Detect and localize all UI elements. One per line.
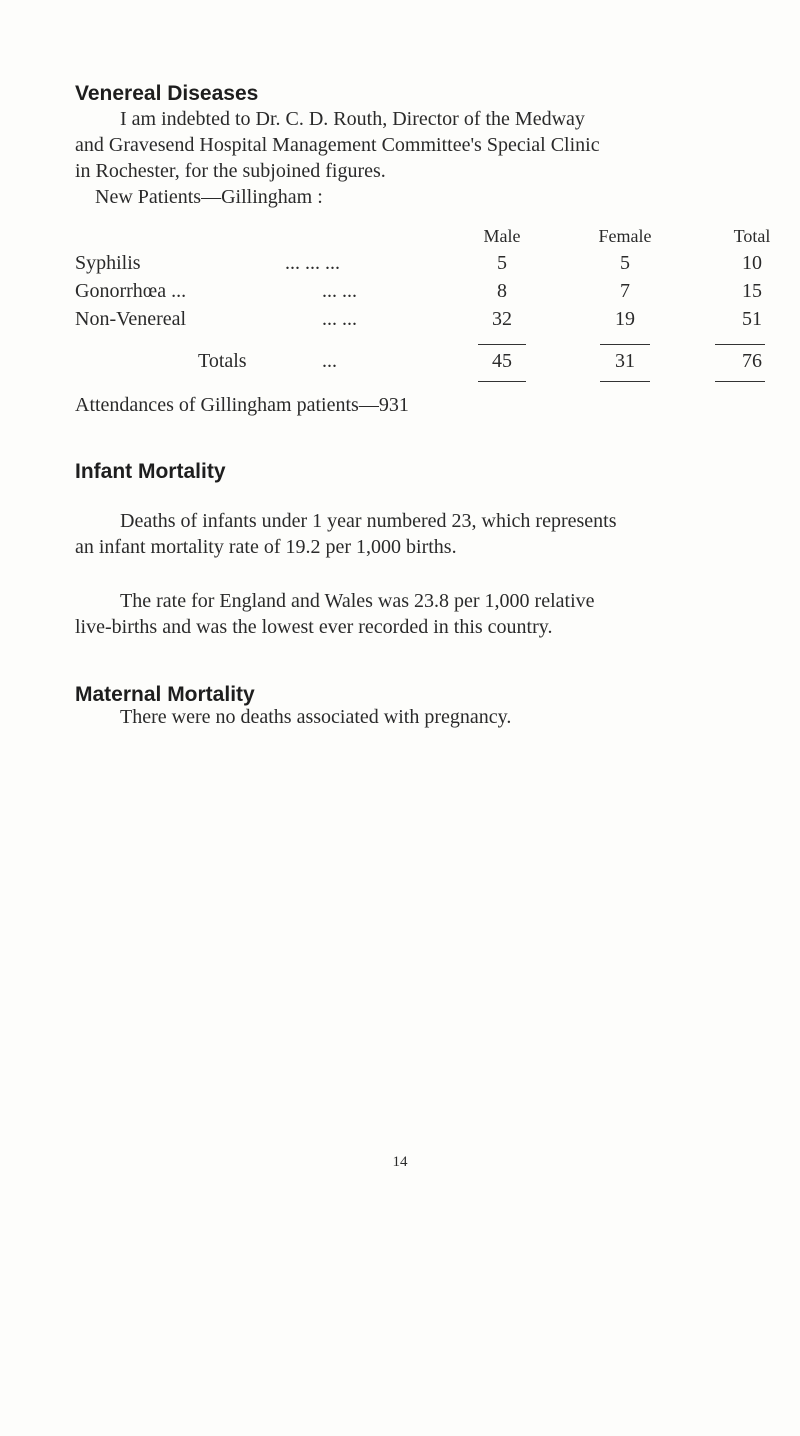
- subtotal-rule-male: [478, 344, 526, 345]
- intro-line-1: I am indebted to Dr. C. D. Routh, Director of the Medway: [120, 108, 585, 130]
- totals-female: 31: [615, 350, 635, 372]
- row-male: 5: [497, 252, 507, 274]
- row-label: Non-Venereal: [75, 308, 187, 330]
- totals-label: Totals: [198, 350, 247, 372]
- row-male: 32: [492, 308, 512, 330]
- column-header-male: Male: [483, 226, 521, 246]
- maternal-mortality-heading: Maternal Mortality: [75, 683, 255, 706]
- row-label: Syphilis: [75, 252, 141, 274]
- row-total: 51: [742, 308, 762, 330]
- totals-male: 45: [492, 350, 512, 372]
- row-female: 7: [620, 280, 630, 302]
- total-rule-total: [715, 381, 765, 382]
- row-label: Gonorrhœa ...: [75, 280, 187, 302]
- infant-para1-line1: Deaths of infants under 1 year numbered 23, which represents: [120, 510, 617, 532]
- subtotal-rule-female: [600, 344, 650, 345]
- intro-line-3: in Rochester, for the subjoined figures.: [75, 160, 386, 182]
- table-caption: New Patients—Gillingham :: [95, 186, 323, 208]
- total-rule-female: [600, 381, 650, 382]
- row-leader: ... ...: [322, 280, 357, 302]
- infant-para1-line2: an infant mortality rate of 19.2 per 1,000 births.: [75, 536, 457, 558]
- column-header-female: Female: [598, 226, 652, 246]
- row-female: 19: [615, 308, 635, 330]
- row-leader: ... ...: [322, 308, 357, 330]
- venereal-diseases-heading: Venereal Diseases: [75, 82, 259, 105]
- page-number: 14: [392, 1154, 408, 1170]
- totals-leader: ...: [322, 350, 337, 372]
- maternal-text: There were no deaths associated with pregnancy.: [120, 706, 512, 728]
- column-header-total: Total: [733, 226, 771, 246]
- row-female: 5: [620, 252, 630, 274]
- subtotal-rule-total: [715, 344, 765, 345]
- infant-para2-line1: The rate for England and Wales was 23.8 per 1,000 relative: [120, 590, 595, 612]
- intro-line-2: and Gravesend Hospital Management Committee's Special Clinic: [75, 134, 600, 156]
- infant-mortality-heading: Infant Mortality: [75, 460, 226, 483]
- total-rule-male: [478, 381, 526, 382]
- row-total: 15: [742, 280, 762, 302]
- attendances-text: Attendances of Gillingham patients—931: [75, 394, 409, 416]
- infant-para2-line2: live-births and was the lowest ever recorded in this country.: [75, 616, 553, 638]
- totals-total: 76: [742, 350, 762, 372]
- row-male: 8: [497, 280, 507, 302]
- row-leader: ... ... ...: [285, 252, 340, 274]
- row-total: 10: [742, 252, 762, 274]
